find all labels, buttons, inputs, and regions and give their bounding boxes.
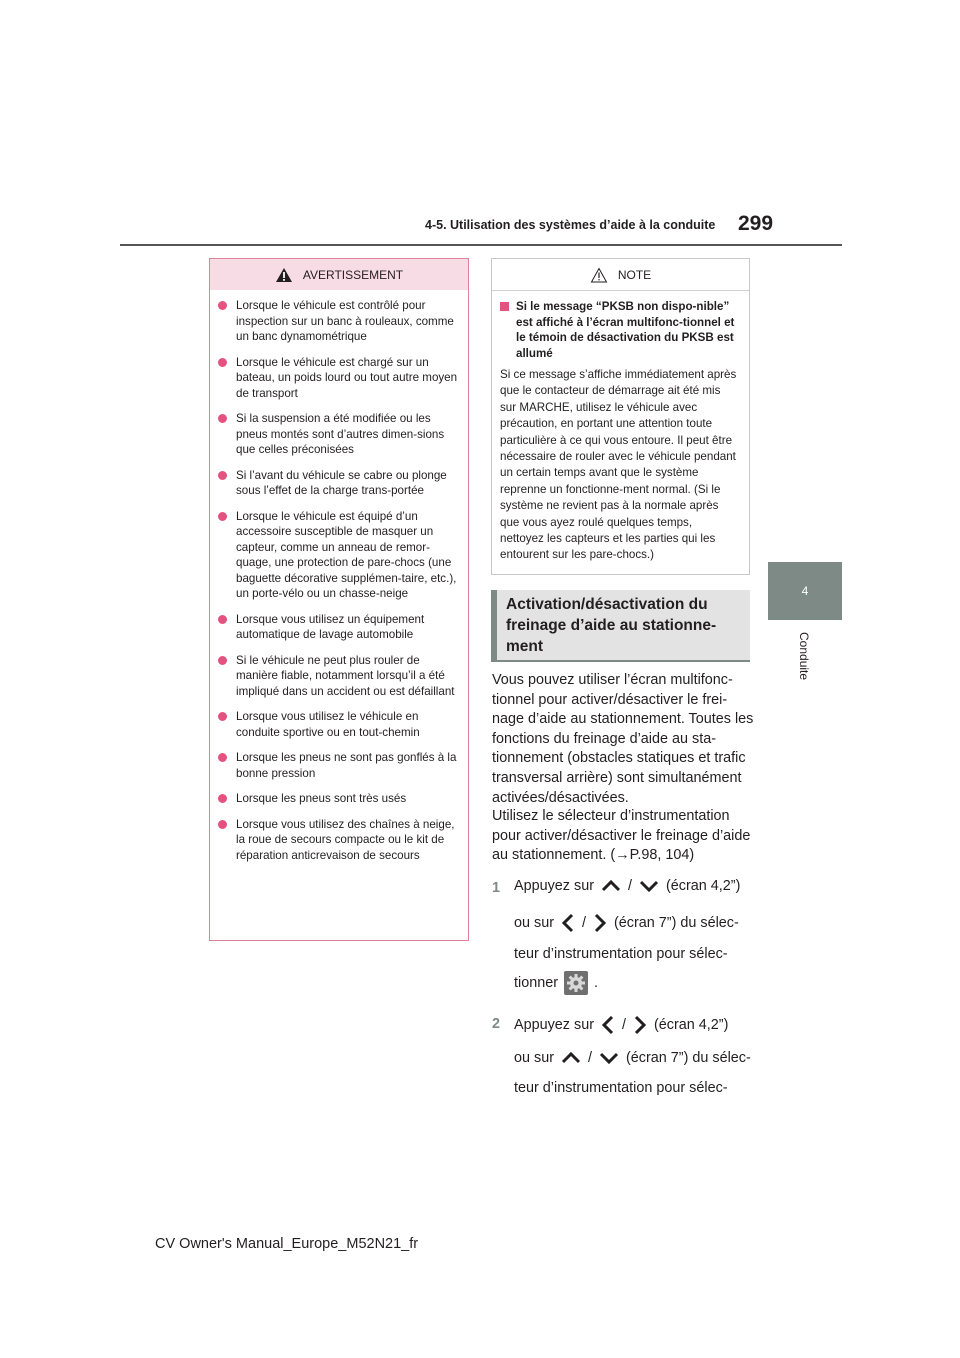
arrow-left-icon [600,1014,616,1036]
warning-item: Lorsque le véhicule est contrôlé pour inspection sur un banc à rouleaux, comme un banc dynamométrique [218,298,458,345]
step-text: / [622,1017,626,1033]
arrow-down-icon [638,879,660,893]
warning-item: Lorsque vous utilisez le véhicule en conduite sportive ou en tout-chemin [218,709,458,740]
warning-item: Si l’avant du véhicule se cabre ou plonge sous l’effet de la charge trans-portée [218,468,458,499]
caution-triangle-icon [590,267,608,283]
warning-header [210,259,468,290]
bullet-icon [218,794,227,803]
warning-triangle-icon [275,267,293,283]
step-text: ou sur [514,1050,554,1066]
square-bullet-icon [500,302,509,311]
step-text: (écran 7”) du sélec- [614,915,739,931]
note-subheading: Si le message “PKSB non dispo-nible” est affiché à l’écran multifonc-tionnel et le témoin de désactivation du PKSB est allumé [500,299,739,361]
note-box [491,258,750,575]
bullet-icon [218,712,227,721]
section-heading: Activation/désactivation du freinage d’aide au stationne-ment [491,590,750,662]
warning-title: AVERTISSEMENT [302,267,404,282]
step-text: ou sur [514,915,554,931]
step-text: . [594,975,599,991]
bullet-icon [218,471,227,480]
note-title: NOTE [617,267,652,282]
footer-manual-id: CV Owner's Manual_Europe_M52N21_fr [155,1236,419,1252]
arrow-right-icon [592,912,608,934]
bullet-icon [218,820,227,829]
bullet-icon [218,301,227,310]
warning-item: Lorsque les pneus ne sont pas gonflés à la bonne pression [218,750,458,781]
step-text: Appuyez sur [514,878,594,894]
step-number: 2 [492,1016,501,1032]
chapter-tab [768,562,842,620]
arrow-right-icon [632,1014,648,1036]
warning-item: Lorsque vous utilisez un équipement automatique de lavage automobile [218,612,458,643]
arrow-down-icon [598,1051,620,1065]
bullet-icon [218,615,227,624]
page-number: 299 [738,212,774,235]
step-2 [492,1014,762,1104]
step-text: (écran 4,2”) [654,1017,729,1033]
step-text: teur d’instrumentation pour sélec- [514,946,728,962]
step-text: / [582,915,586,931]
step-text: (écran 4,2”) [666,878,741,894]
chapter-number: 4 [801,584,809,598]
note-header [492,259,749,291]
warning-box [209,258,469,941]
section-title: 4-5. Utilisation des systèmes d’aide à la conduite [425,218,716,232]
paragraph-2: Utilisez le sélecteur d’instrumentation pour activer/désactiver le freinage d’aide au stationnement. (→P.98, 104) [492,808,751,864]
bullet-icon [218,753,227,762]
bullet-icon [218,512,227,521]
paragraph-1: Vous pouvez utiliser l’écran multifonc-tionnel pour activer/désactiver le frei-nage d’aide au stationnement. Toutes les fonctions du freinage d’aide au sta-tionnement (obstacles statiques et trafic transversal arrière) sont simultanément activées/désactivées. [492,672,754,806]
arrow-up-icon [600,879,622,893]
note-body: Si ce message s’affiche immédiatement après que le contacteur de démarrage ait été mis sur MARCHE, utilisez le véhicule avec précaution, en portant une attention toute particulière à ce qui vous entoure. Il peut être nécessaire de rouler avec le véhicule pendant un certain temps avant que le système reprenne un fonctionne-ment normal. (Si le système ne revient pas à la normale après que vous ayez roulé quelques temps, nettoyez les capteurs et les parties qui les entourent sur les pare-chocs.) [500,368,737,562]
arrow-up-icon [560,1051,582,1065]
warning-item: Lorsque vous utilisez des chaînes à neige, la roue de secours compacte ou le kit de réparation anticrevaison de secours [218,817,458,864]
step-text: teur d’instrumentation pour sélec- [514,1080,728,1096]
arrow-left-icon [560,912,576,934]
step-text: (écran 7”) du sélec- [626,1050,751,1066]
settings-gear-icon [564,971,588,995]
step-number: 1 [492,880,501,896]
bullet-icon [218,358,227,367]
step-text: Appuyez sur [514,1017,594,1033]
warning-item: Lorsque les pneus sont très usés [218,791,458,807]
header-divider [120,244,842,246]
warning-list [210,290,468,863]
bullet-icon [218,414,227,423]
step-text: / [588,1050,592,1066]
step-1 [492,878,762,998]
warning-item: Si le véhicule ne peut plus rouler de manière fiable, notamment lorsqu’il a été impliqué dans un accident ou est défaillant [218,653,458,700]
step-text: tionner [514,975,559,991]
warning-item: Lorsque le véhicule est équipé d’un accessoire susceptible de masquer un capteur, comme un anneau de remor-quage, une protection de pare-chocs (une baguette décorative supplémen-taire, etc.), un porte-vélo ou un chasse-neige [218,509,458,602]
warning-item: Lorsque le véhicule est chargé sur un bateau, un poids lourd ou tout autre moyen de transport [218,355,458,402]
step-text: / [628,878,632,894]
chapter-label: Conduite [797,632,811,681]
bullet-icon [218,656,227,665]
warning-item: Si la suspension a été modifiée ou les pneus montés sont d’autres dimen-sions que celles préconisées [218,411,458,458]
